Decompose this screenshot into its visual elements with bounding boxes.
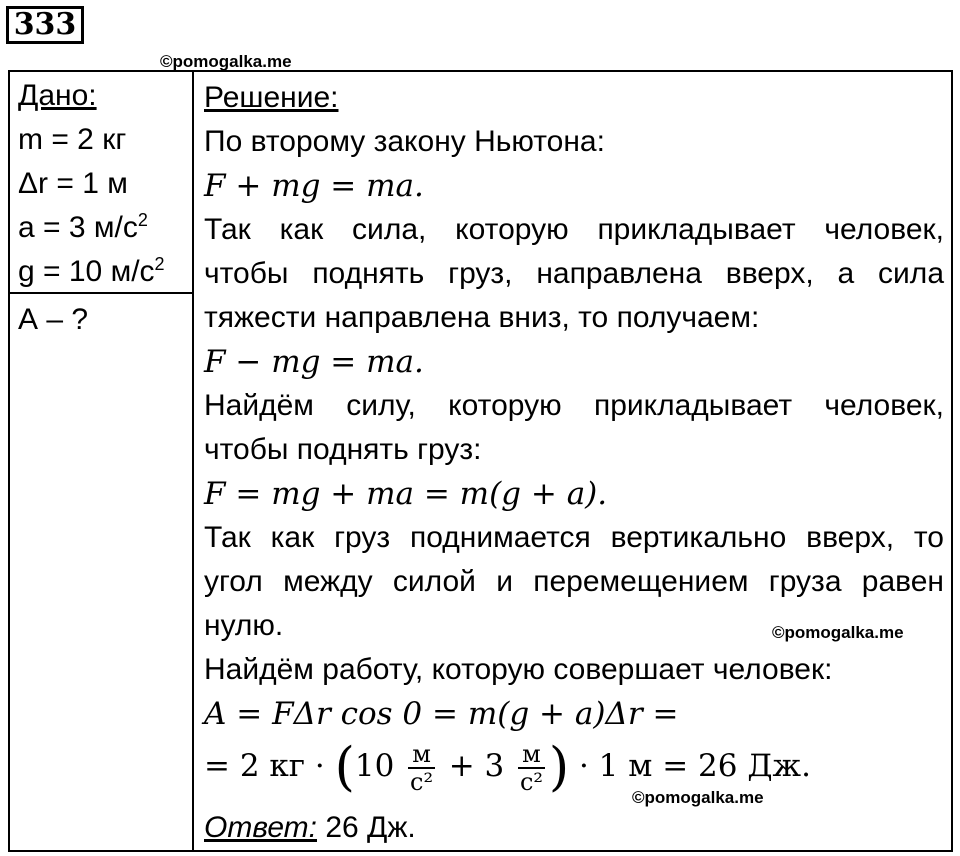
watermark-middle: ©pomogalka.me	[772, 623, 904, 642]
solution-line: Найдём работу, которую совершает человек:	[204, 653, 833, 686]
equation-force: F = mg + ma = m(g + a).	[204, 476, 608, 512]
solution-title: Решение:	[204, 81, 339, 114]
solution-line: Так как сила, которую прикладывает человек,	[204, 213, 944, 246]
equation-newton: F + mg = ma.	[204, 168, 424, 204]
given-values	[10, 72, 192, 294]
solution-line: тяжести направлена вниз, то получаем:	[204, 301, 760, 334]
given-displacement: Δr = 1 м	[18, 167, 128, 200]
answer	[204, 808, 944, 848]
problem-number: 333	[6, 6, 84, 44]
answer-value: 26 Дж.	[317, 811, 416, 844]
given-acceleration: a = 3 $м/с^2$	[18, 210, 148, 244]
given-gravity: g = 10 $м/с^2$	[18, 254, 165, 288]
fraction-m-s2: $\frac{м}{\text{с²}}$	[519, 739, 543, 796]
equation-forces: F − mg = ma.	[204, 344, 424, 380]
answer-label: Ответ:	[204, 811, 317, 844]
solution-line: По второму закону Ньютона:	[204, 125, 605, 158]
fraction-m-s2: $\frac{м}{\text{с²}}$	[410, 739, 434, 796]
solution-line: нулю.	[204, 609, 284, 642]
solution-line: чтобы поднять груз, направлена вверх, а сила	[204, 257, 944, 290]
equation-work: A = FΔr cos 0 = m(g + a)Δr =	[204, 696, 679, 732]
given-mass: m = 2 кг	[18, 123, 127, 156]
solution-line: чтобы поднять груз:	[204, 433, 482, 466]
solution-line: угол между силой и перемещением груза равен	[204, 565, 944, 598]
equation-result: = 2 кг · (10 $\frac{м}{\text{с²}}$ + 3 $\frac{м}{\text{с²}}$ ) · 1 м = 26 Дж.	[204, 737, 811, 798]
solution-table	[8, 70, 953, 852]
find-value: А – ?	[18, 303, 89, 336]
watermark-bottom: ©pomogalka.me	[632, 788, 764, 807]
given-title: Дано:	[18, 79, 97, 112]
given-column	[10, 72, 194, 850]
watermark-top: ©pomogalka.me	[160, 52, 292, 71]
solution-line: Найдём силу, которую прикладывает человек,	[204, 389, 944, 422]
solution-line: Так как груз поднимается вертикально вверх, то	[204, 521, 944, 554]
